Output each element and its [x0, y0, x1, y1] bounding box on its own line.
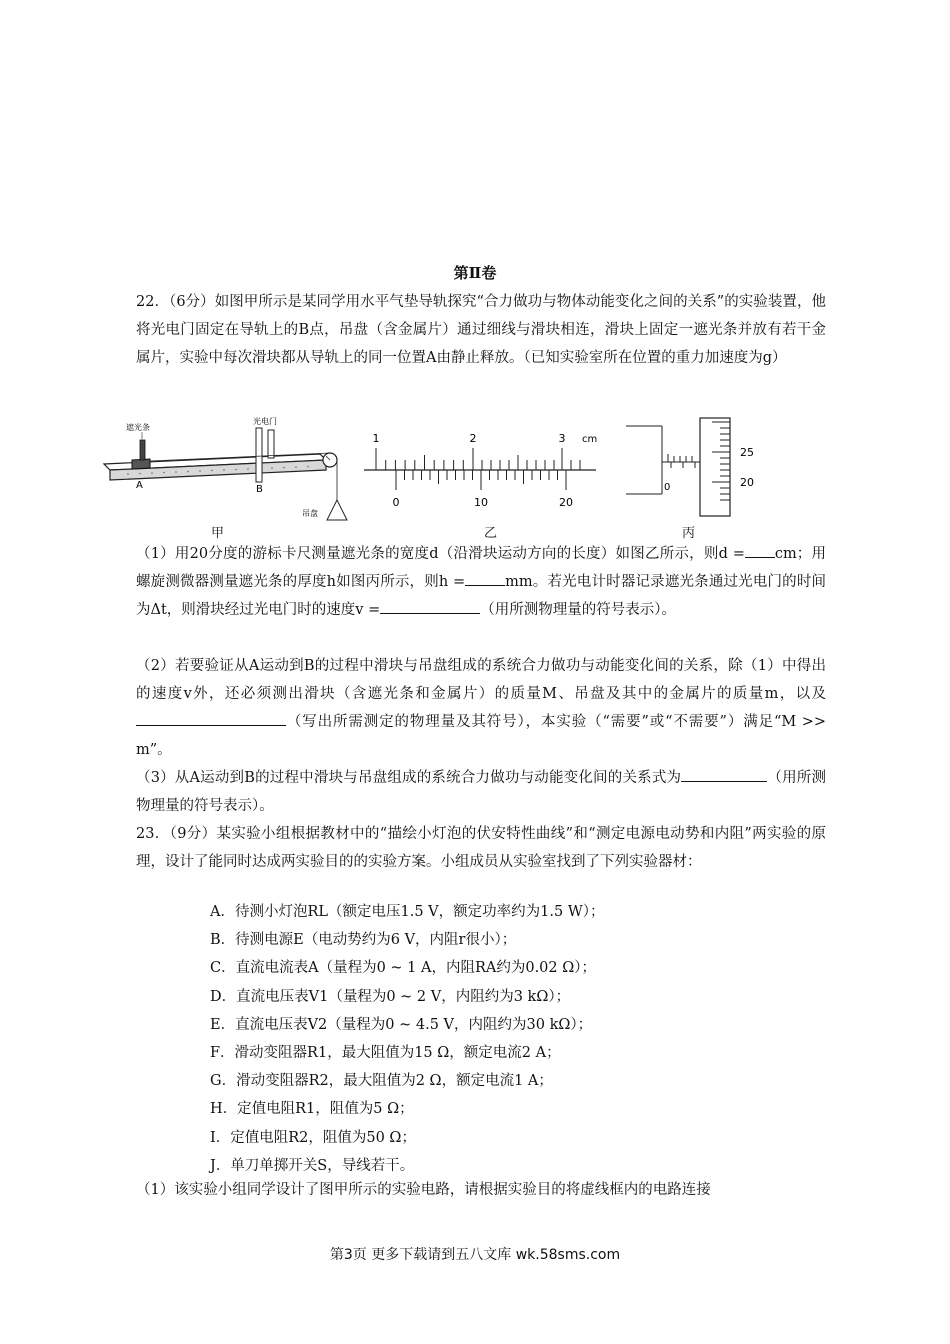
- vernier-tick-20: 20: [559, 496, 573, 509]
- question-22-part-1: （1）用20分度的游标卡尺测量遮光条的宽度d（沿滑块运动方向的长度）如图乙所示，则d = cm；用螺旋测微器测量遮光条的厚度h如图丙所示，则h = mm。若光电计时器记录遮光条通过光电门的时间为Δt，则滑块经过光电门时的速度v = （用所测物理量的符号表示）。: [136, 540, 826, 624]
- option-g: G．滑动变阻器R2，最大阻值为2 Ω，额定电流1 A；: [210, 1073, 553, 1090]
- unit-cm: cm: [582, 434, 598, 445]
- figure-yi: [360, 428, 600, 518]
- vernier-tick-0: 0: [392, 496, 400, 509]
- figure-jia: [98, 416, 348, 536]
- page-footer: 第3页 更多下载请到五八文库 wk.58sms.com: [329, 1247, 621, 1263]
- blank-quantity[interactable]: [136, 709, 286, 726]
- main-tick-2: 2: [469, 432, 477, 445]
- main-tick-3: 3: [558, 432, 566, 445]
- shading-strip: [140, 440, 145, 460]
- blank-v[interactable]: [380, 597, 480, 614]
- pan: [327, 500, 347, 520]
- question-23-stem: 23．（9分）某实验小组根据教材中的“描绘小灯泡的伏安特性曲线”和“测定电源电动势和内阻”两实验的原理，设计了能同时达成两实验目的的实验方案。小组成员从实验室找到了下列实验器材：: [136, 826, 826, 870]
- vernier-tick-10: 10: [474, 496, 488, 509]
- main-scale-ticks: [376, 448, 580, 470]
- label-photogate: 光电门: [253, 417, 277, 426]
- section-title: 第Ⅱ卷: [453, 264, 497, 282]
- vernier-scale-ticks: [396, 470, 566, 490]
- figure-bing: [624, 412, 794, 522]
- option-f: F．滑动变阻器R1，最大阻值为15 Ω，额定电流2 A；: [210, 1045, 561, 1062]
- thimble-tick-20: 20: [740, 476, 754, 489]
- vernier-caliper: [360, 428, 600, 518]
- label-b: B: [256, 484, 263, 495]
- option-j: J．单刀单掷开关S，导线若干。: [210, 1157, 415, 1174]
- caption-yi: 乙: [484, 526, 498, 541]
- option-a: A．待测小灯泡RL（额定电压1.5 V，额定功率约为1.5 W）；: [210, 904, 605, 920]
- caption-jia: 甲: [211, 526, 225, 541]
- slider: [132, 459, 150, 469]
- main-tick-1: 1: [372, 432, 380, 445]
- thimble-tick-25: 25: [740, 446, 754, 459]
- label-shading-strip: 遮光条: [126, 423, 150, 432]
- label-pan: 吊盘: [302, 509, 318, 518]
- label-a: A: [136, 480, 143, 491]
- sleeve-zero: 0: [664, 482, 671, 493]
- air-track-diagram: [98, 416, 348, 536]
- question-22-part-2: （2）若要验证从A运动到B的过程中滑块与吊盘组成的系统合力做功与动能变化间的关系，除（1）中得出的速度v外，还必须测出滑块（含遮光条和金属片）的质量M、吊盘及其中的金属片的质量m，以及（写出所需测定的物理量及其符号），本实验（“需要”或“不需要”）满足“M >> m”。: [136, 658, 826, 758]
- option-h: H．定值电阻R1，阻值为5 Ω；: [210, 1101, 414, 1118]
- blank-h[interactable]: [465, 569, 505, 586]
- option-b: B．待测电源E（电动势约为6 V，内阻r很小）；: [210, 932, 517, 949]
- sleeve-ticks: [668, 454, 695, 468]
- option-e: E．直流电压表V2（量程为0 ~ 4.5 V，内阻约为30 kΩ）；: [210, 1016, 593, 1033]
- blank-relation[interactable]: [681, 765, 767, 782]
- caption-bing: 丙: [682, 526, 696, 541]
- micrometer: [624, 412, 794, 522]
- question-22-stem: 22．（6分）如图甲所示是某同学用水平气垫导轨探究“合力做功与物体动能变化之间的关系”的实验装置，他将光电门固定在导轨上的B点，吊盘（含金属片）通过细线与滑块相连，滑块上固定一遮光条并放有若干金属片，实验中每次滑块都从导轨上的同一位置A由静止释放。（已知实验室所在位置的重力加速度为g）: [136, 294, 826, 366]
- photogate-left: [256, 428, 262, 482]
- question-22-part-3: （3）从A运动到B的过程中滑块与吊盘组成的系统合力做功与动能变化间的关系式为 （用所测物理量的符号表示）。: [136, 764, 826, 820]
- option-d: D．直流电压表V1（量程为0 ~ 2 V，内阻约为3 kΩ）；: [210, 988, 571, 1005]
- photogate-right: [268, 430, 274, 458]
- option-c: C．直流电流表A（量程为0 ~ 1 A，内阻RA约为0.02 Ω）；: [210, 960, 597, 977]
- thimble: [700, 418, 730, 516]
- equipment-list: [210, 898, 604, 1180]
- blank-d[interactable]: [745, 541, 775, 558]
- option-i: I．定值电阻R2，阻值为50 Ω；: [210, 1129, 416, 1146]
- question-23-part-1: （1）该实验小组同学设计了图甲所示的实验电路，请根据实验目的将虚线框内的电路连接: [136, 1182, 711, 1198]
